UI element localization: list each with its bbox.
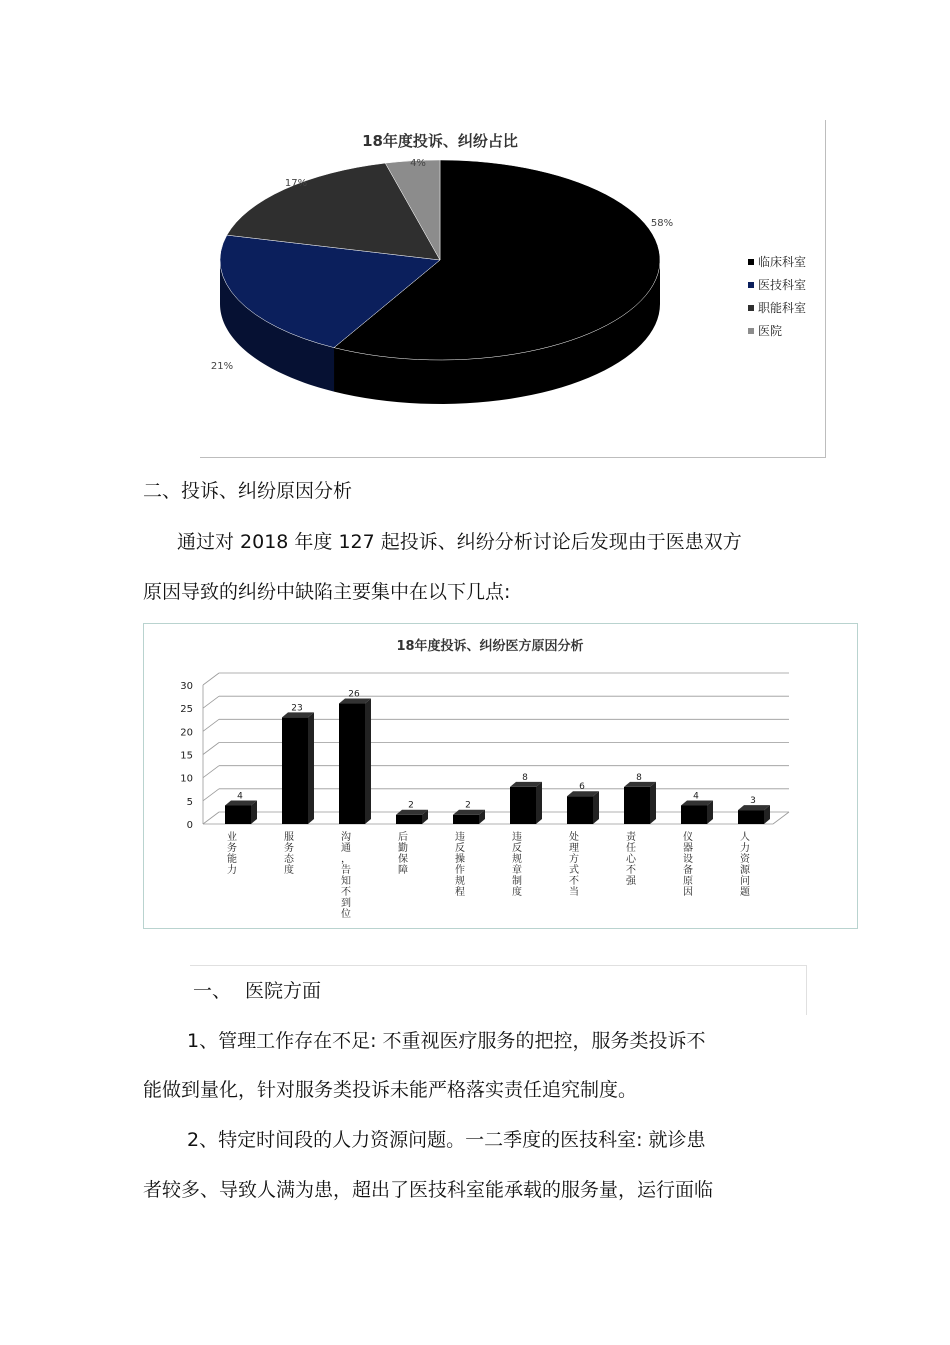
x-tick-label-char: 源 bbox=[740, 865, 750, 876]
x-tick-label-char: 力 bbox=[227, 865, 237, 876]
section-heading: 二、投诉、纠纷原因分析 bbox=[143, 480, 353, 502]
x-tick-label-char: 度 bbox=[512, 887, 522, 898]
x-tick-label-char: 位 bbox=[341, 909, 351, 920]
bar bbox=[738, 805, 770, 824]
bar-front bbox=[681, 805, 707, 824]
legend-swatch bbox=[748, 328, 754, 334]
x-tick-label-char: 障 bbox=[398, 865, 408, 876]
x-tick-label-char: 制 bbox=[512, 876, 522, 887]
y-tick-label: 30 bbox=[180, 681, 193, 692]
bar-data-label: 8 bbox=[636, 772, 642, 783]
x-tick-label-char: 问 bbox=[740, 876, 750, 887]
legend-swatch bbox=[748, 259, 754, 265]
x-tick-label-char: 态 bbox=[284, 854, 294, 865]
bar bbox=[624, 782, 656, 824]
item-line: 者较多、导致人满为患，超出了医技科室能承载的服务量，运行面临 bbox=[143, 1179, 714, 1201]
bar-side bbox=[365, 699, 371, 824]
x-tick-label-char: 反 bbox=[512, 843, 522, 854]
x-tick-label-char: 方 bbox=[569, 854, 579, 865]
bar bbox=[681, 800, 713, 824]
bar bbox=[339, 699, 371, 824]
x-tick-label-char: 设 bbox=[683, 854, 693, 865]
bar-data-label: 6 bbox=[579, 782, 585, 793]
x-tick-label-char: 规 bbox=[455, 876, 465, 887]
x-tick-label-char: 到 bbox=[341, 898, 351, 909]
pie-data-label: 17% bbox=[284, 178, 308, 189]
y-tick-label: 15 bbox=[180, 750, 193, 762]
legend-label: 职能科室 bbox=[758, 301, 807, 315]
bar-front bbox=[225, 805, 251, 824]
x-tick-label-char: 原 bbox=[683, 876, 693, 887]
bar-front bbox=[282, 717, 308, 824]
bar-front bbox=[510, 787, 536, 824]
bar-side bbox=[650, 782, 656, 824]
pie-data-label: 4% bbox=[410, 158, 426, 169]
x-tick-label-char: 式 bbox=[569, 865, 579, 876]
bar-data-label: 2 bbox=[465, 800, 471, 811]
grid-line bbox=[203, 743, 219, 755]
y-tick-label: 10 bbox=[180, 773, 193, 785]
grid-line bbox=[203, 719, 219, 731]
bar-front bbox=[738, 810, 764, 824]
x-tick-label-char: 器 bbox=[683, 843, 693, 854]
bar bbox=[567, 791, 599, 824]
x-tick-label-char: 勤 bbox=[398, 843, 408, 854]
x-tick-label-char: 因 bbox=[683, 887, 693, 898]
bar-data-label: 3 bbox=[750, 796, 756, 807]
x-tick-label-char: 责 bbox=[626, 832, 636, 843]
pie-chart bbox=[200, 150, 820, 450]
x-tick-label-char: 保 bbox=[398, 854, 408, 865]
x-tick-label-char: 能 bbox=[227, 854, 237, 865]
x-tick-label-char: 沟 bbox=[341, 832, 351, 843]
x-tick-label-char: 人 bbox=[740, 832, 750, 843]
x-tick-label-char: 章 bbox=[512, 865, 522, 876]
x-tick-label-char: 仪 bbox=[683, 832, 693, 843]
bar-side bbox=[593, 791, 599, 824]
bar-front bbox=[567, 796, 593, 824]
section-number: 一、 bbox=[193, 980, 232, 1002]
paragraph-line: 原因导致的纠纷中缺陷主要集中在以下几点: bbox=[143, 581, 511, 603]
x-tick-label-char: 心 bbox=[626, 854, 636, 865]
x-tick-label-char: 后 bbox=[398, 832, 408, 843]
x-tick-label-char: 不 bbox=[626, 865, 636, 876]
legend-swatch bbox=[748, 305, 754, 311]
x-tick-label-char: 服 bbox=[284, 832, 294, 843]
y-tick-label: 5 bbox=[186, 796, 193, 808]
x-tick-label-char: 通 bbox=[341, 843, 351, 854]
y-tick-label: 0 bbox=[186, 820, 193, 831]
paragraph-line: 通过对 2018 年度 127 起投诉、纠纷分析讨论后发现由于医患双方 bbox=[177, 531, 742, 553]
legend-label: 临床科室 bbox=[758, 255, 807, 269]
x-tick-label-char: 务 bbox=[284, 843, 294, 854]
x-tick-label-char: 处 bbox=[569, 832, 579, 843]
pie-chart-title: 18年度投诉、纠纷占比 bbox=[362, 132, 518, 150]
legend-label: 医技科室 bbox=[758, 278, 807, 292]
x-tick-label-char: 程 bbox=[455, 887, 465, 898]
grid-line bbox=[203, 673, 219, 685]
x-tick-label-char: 违 bbox=[455, 832, 465, 843]
x-tick-label-char: 违 bbox=[512, 832, 522, 843]
x-tick-label-char: 备 bbox=[683, 865, 693, 876]
x-tick-label-char: 力 bbox=[740, 843, 750, 854]
x-tick-label-char: 作 bbox=[455, 865, 465, 876]
bar-front bbox=[624, 787, 650, 824]
x-tick-label-char: 任 bbox=[626, 843, 636, 854]
bar-front bbox=[396, 815, 422, 824]
bar bbox=[396, 810, 428, 824]
x-tick-label-char: 不 bbox=[569, 876, 579, 887]
bar-front bbox=[339, 704, 365, 824]
x-tick-label-char: 当 bbox=[569, 887, 579, 898]
bar-data-label: 8 bbox=[522, 772, 528, 783]
bar-chart-title: 18年度投诉、纠纷医方原因分析 bbox=[396, 639, 584, 654]
bar-data-label: 4 bbox=[693, 791, 699, 802]
x-tick-label-char: 务 bbox=[227, 843, 237, 854]
x-tick-label-char: 知 bbox=[341, 876, 351, 887]
x-tick-label-char: 告 bbox=[341, 865, 351, 876]
grid-line bbox=[203, 789, 219, 801]
legend-swatch bbox=[748, 282, 754, 288]
bar bbox=[282, 712, 314, 824]
x-tick-label-char: 反 bbox=[455, 843, 465, 854]
bar-data-label: 23 bbox=[291, 703, 303, 714]
grid-line bbox=[203, 696, 219, 708]
y-tick-label: 25 bbox=[180, 704, 193, 716]
x-tick-label-char: 业 bbox=[227, 832, 237, 843]
bar bbox=[225, 800, 257, 824]
pie-data-label: 58% bbox=[650, 218, 674, 229]
bar-front bbox=[453, 815, 479, 824]
pie-data-label: 21% bbox=[210, 361, 234, 372]
x-tick-label-char: 强 bbox=[626, 876, 636, 887]
grid-line bbox=[203, 766, 219, 778]
section-title: 医院方面 bbox=[245, 980, 322, 1002]
x-tick-label-char: 度 bbox=[284, 865, 294, 876]
x-tick-label-char: 规 bbox=[512, 854, 522, 865]
x-tick-label-char: 操 bbox=[455, 854, 465, 865]
y-tick-label: 20 bbox=[180, 727, 193, 739]
item-line: 1、管理工作存在不足: 不重视医疗服务的把控，服务类投诉不 bbox=[187, 1030, 706, 1052]
x-tick-label-char: 不 bbox=[341, 887, 351, 898]
grid-line bbox=[203, 812, 219, 824]
x-tick-label-char: 资 bbox=[740, 854, 750, 865]
x-tick-label-char: 题 bbox=[740, 887, 750, 898]
bar-chart bbox=[143, 660, 855, 922]
bar bbox=[510, 782, 542, 824]
bar-data-label: 26 bbox=[348, 689, 360, 700]
bar-data-label: 2 bbox=[408, 800, 414, 811]
floor-edge bbox=[773, 812, 789, 824]
x-tick-label-char: ， bbox=[341, 854, 351, 865]
item-line: 能做到量化，针对服务类投诉未能严格落实责任追究制度。 bbox=[143, 1079, 638, 1101]
bar bbox=[453, 810, 485, 824]
bar-data-label: 4 bbox=[237, 791, 243, 802]
bar-side bbox=[536, 782, 542, 824]
x-tick-label-char: 理 bbox=[569, 843, 579, 854]
legend-label: 医院 bbox=[758, 324, 783, 338]
bar-side bbox=[308, 712, 314, 824]
item-line: 2、特定时间段的人力资源问题。一二季度的医技科室: 就诊患 bbox=[187, 1129, 706, 1151]
